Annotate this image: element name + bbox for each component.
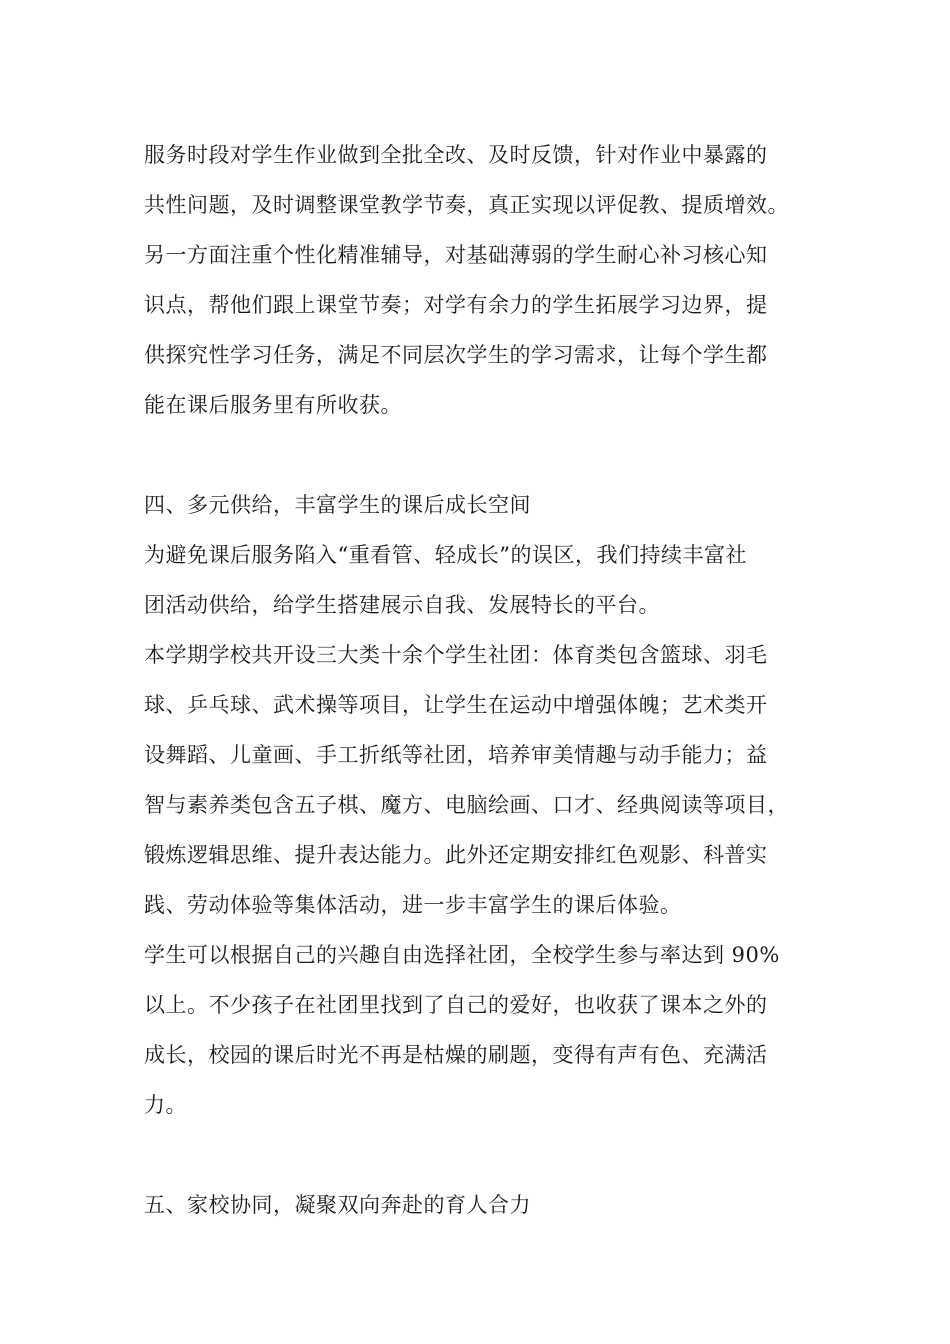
text-line: 学生可以根据自己的兴趣自由选择社团，全校学生参与率达到 90% <box>144 943 780 967</box>
heading-text: 五、家校协同，凝聚双向奔赴的育人合力 <box>144 1193 531 1217</box>
text-line: 力。 <box>144 1093 187 1117</box>
document-page <box>144 130 834 1230</box>
section-heading-four <box>144 480 834 530</box>
text-line: 供探究性学习任务，满足不同层次学生的学习需求，让每个学生都 <box>144 343 768 367</box>
paragraph-homework-feedback <box>144 130 834 430</box>
section-heading-five <box>144 1180 834 1230</box>
text-line: 践、劳动体验等集体活动，进一步丰富学生的课后体验。 <box>144 893 682 917</box>
text-line: 共性问题，及时调整课堂教学节奏，真正实现以评促教、提质增效。 <box>144 193 789 217</box>
heading-text: 四、多元供给，丰富学生的课后成长空间 <box>144 493 531 517</box>
paragraph-gap <box>144 430 834 480</box>
text-line: 另一方面注重个性化精准辅导，对基础薄弱的学生耐心补习核心知 <box>144 243 768 267</box>
paragraph-club-categories <box>144 630 834 930</box>
text-line: 能在课后服务里有所收获。 <box>144 393 402 417</box>
text-line: 设舞蹈、儿童画、手工折纸等社团，培养审美情趣与动手能力；益 <box>144 743 768 767</box>
paragraph-club-intro <box>144 530 834 630</box>
paragraph-participation <box>144 930 834 1130</box>
text-line: 本学期学校共开设三大类十余个学生社团：体育类包含篮球、羽毛 <box>144 643 768 667</box>
paragraph-gap <box>144 1130 834 1180</box>
text-line: 锻炼逻辑思维、提升表达能力。此外还定期安排红色观影、科普实 <box>144 843 768 867</box>
text-line: 智与素养类包含五子棋、魔方、电脑绘画、口才、经典阅读等项目， <box>144 793 789 817</box>
text-line: 团活动供给，给学生搭建展示自我、发展特长的平台。 <box>144 593 660 617</box>
text-line: 以上。不少孩子在社团里找到了自己的爱好，也收获了课本之外的 <box>144 993 768 1017</box>
text-line: 为避免课后服务陷入“重看管、轻成长”的误区，我们持续丰富社 <box>144 543 747 567</box>
text-line: 成长，校园的课后时光不再是枯燥的刷题，变得有声有色、充满活 <box>144 1043 768 1067</box>
text-line: 球、乒乓球、武术操等项目，让学生在运动中增强体魄；艺术类开 <box>144 693 768 717</box>
text-line: 服务时段对学生作业做到全批全改、及时反馈，针对作业中暴露的 <box>144 143 768 167</box>
text-line: 识点，帮他们跟上课堂节奏；对学有余力的学生拓展学习边界，提 <box>144 293 768 317</box>
